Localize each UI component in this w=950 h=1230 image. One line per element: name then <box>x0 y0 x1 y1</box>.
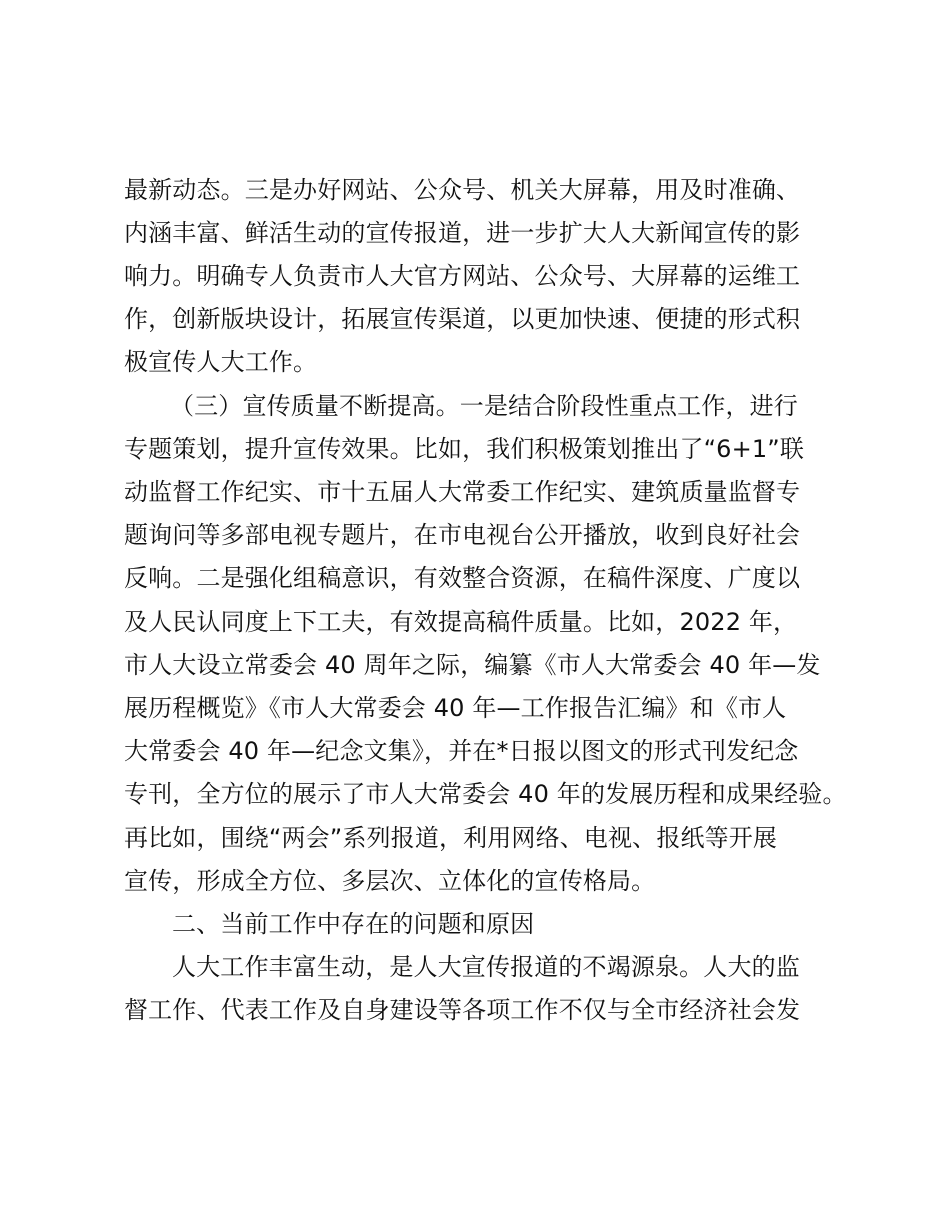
text-line: 极宣传人大工作。 <box>124 348 318 376</box>
text-line: 大常委会 40 年—纪念文集》，并在*日报以图文的形式刊发纪念 <box>124 737 799 765</box>
paragraph-first-line: 人大工作丰富生动，是人大宣传报道的不竭源泉。人大的监 <box>172 953 800 981</box>
text-line: 宣传，形成全方位、多层次、立体化的宣传格局。 <box>124 867 656 895</box>
text-line: 展历程概览》《市人大常委会 40 年—工作报告汇编》和《市人 <box>124 694 787 722</box>
text-line: 题询问等多部电视专题片，在市电视台公开播放，收到良好社会 <box>124 521 801 549</box>
text-line: 专刊，全方位的展示了市人大常委会 40 年的发展历程和成果经验。 <box>124 780 847 808</box>
text-line: 督工作、代表工作及自身建设等各项工作不仅与全市经济社会发 <box>124 996 801 1024</box>
text-line: 专题策划，提升宣传效果。比如，我们积极策划推出了“6+1”联 <box>124 435 805 463</box>
text-line: 内涵丰富、鲜活生动的宣传报道，进一步扩大人大新闻宣传的影 <box>124 219 801 247</box>
text-line: 作，创新版块设计，拓展宣传渠道，以更加快速、便捷的形式积 <box>124 305 801 333</box>
text-line: 再比如，围绕“两会”系列报道，利用网络、电视、报纸等开展 <box>124 824 778 852</box>
text-line: 及人民认同度上下工夫，有效提高稿件质量。比如，2022 年， <box>124 608 798 636</box>
text-line: 响力。明确专人负责市人大官方网站、公众号、大屏幕的运维工 <box>124 262 801 290</box>
text-line: 最新动态。三是办好网站、公众号、机关大屏幕，用及时准确、 <box>124 176 801 204</box>
text-line: 市人大设立常委会 40 周年之际，编纂《市人大常委会 40 年—发 <box>124 651 821 679</box>
text-line: 动监督工作纪实、市十五届人大常委工作纪实、建筑质量监督专 <box>124 478 801 506</box>
section-heading-line: （三）宣传质量不断提高。一是结合阶段性重点工作，进行 <box>170 392 798 420</box>
section-heading: 二、当前工作中存在的问题和原因 <box>172 910 535 938</box>
text-line: 反响。二是强化组稿意识，有效整合资源，在稿件深度、广度以 <box>124 564 801 592</box>
